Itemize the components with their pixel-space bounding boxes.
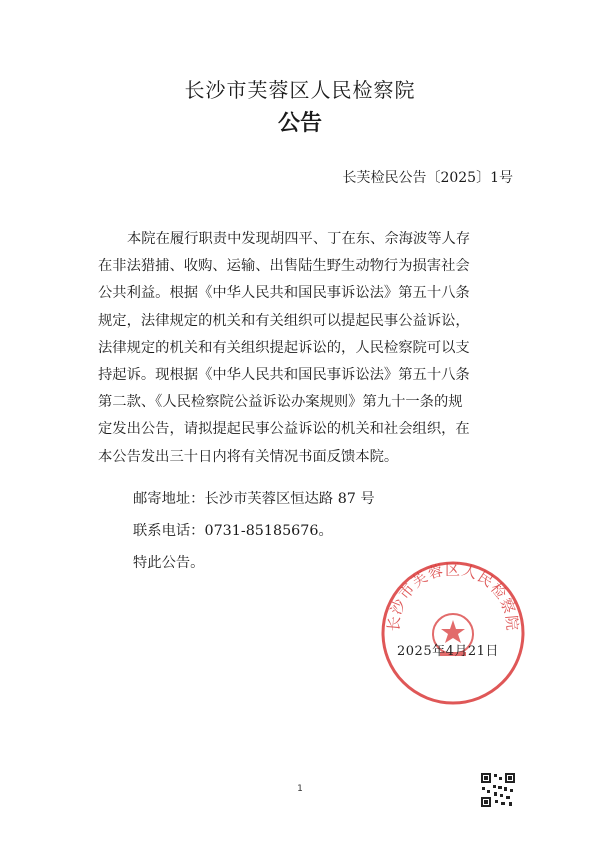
- contact-phone: 联系电话：0731-85185676。: [133, 523, 333, 539]
- body-line: 持起诉。现根据《中华人民共和国民事诉讼法》第五十八条: [98, 367, 470, 384]
- qr-code-icon: [480, 772, 516, 808]
- body-line: 公共利益。根据《中华人民共和国民事诉讼法》第五十八条: [98, 285, 470, 302]
- body-line: 第二款、《人民检察院公益诉讼办案规则》第九十一条的规: [98, 394, 463, 411]
- body-line: 规定，法律规定的机关和有关组织可以提起民事公益诉讼，: [98, 312, 470, 329]
- document-title: 公告: [277, 111, 322, 136]
- seal-date: 2025年4月21日: [397, 644, 499, 659]
- svg-text:长沙市芙蓉区人民检察院: 长沙市芙蓉区人民检察院: [384, 560, 522, 633]
- body-line: 定发出公告，请拟提起民事公益诉讼的机关和社会组织，在: [98, 421, 470, 438]
- body-line: 在非法猎捕、收购、运输、出售陆生野生动物行为损害社会: [98, 258, 470, 275]
- mailing-address: 邮寄地址：长沙市芙蓉区恒达路 87 号: [133, 491, 375, 507]
- body-line: 法律规定的机关和有关组织提起诉讼的，人民检察院可以支: [98, 339, 470, 356]
- organization-title: 长沙市芙蓉区人民检察院: [184, 78, 416, 102]
- closing-text: 特此公告。: [133, 555, 205, 571]
- body-line: 本公告发出三十日内将有关情况书面反馈本院。: [98, 448, 399, 465]
- body-line: 本院在履行职责中发现胡四平、丁在东、佘海波等人存: [127, 231, 471, 247]
- document-number: 长芙检民公告〔2025〕1号: [342, 170, 513, 186]
- page-number: 1: [297, 784, 303, 794]
- announcement-body: [98, 226, 510, 471]
- official-seal: [380, 560, 526, 706]
